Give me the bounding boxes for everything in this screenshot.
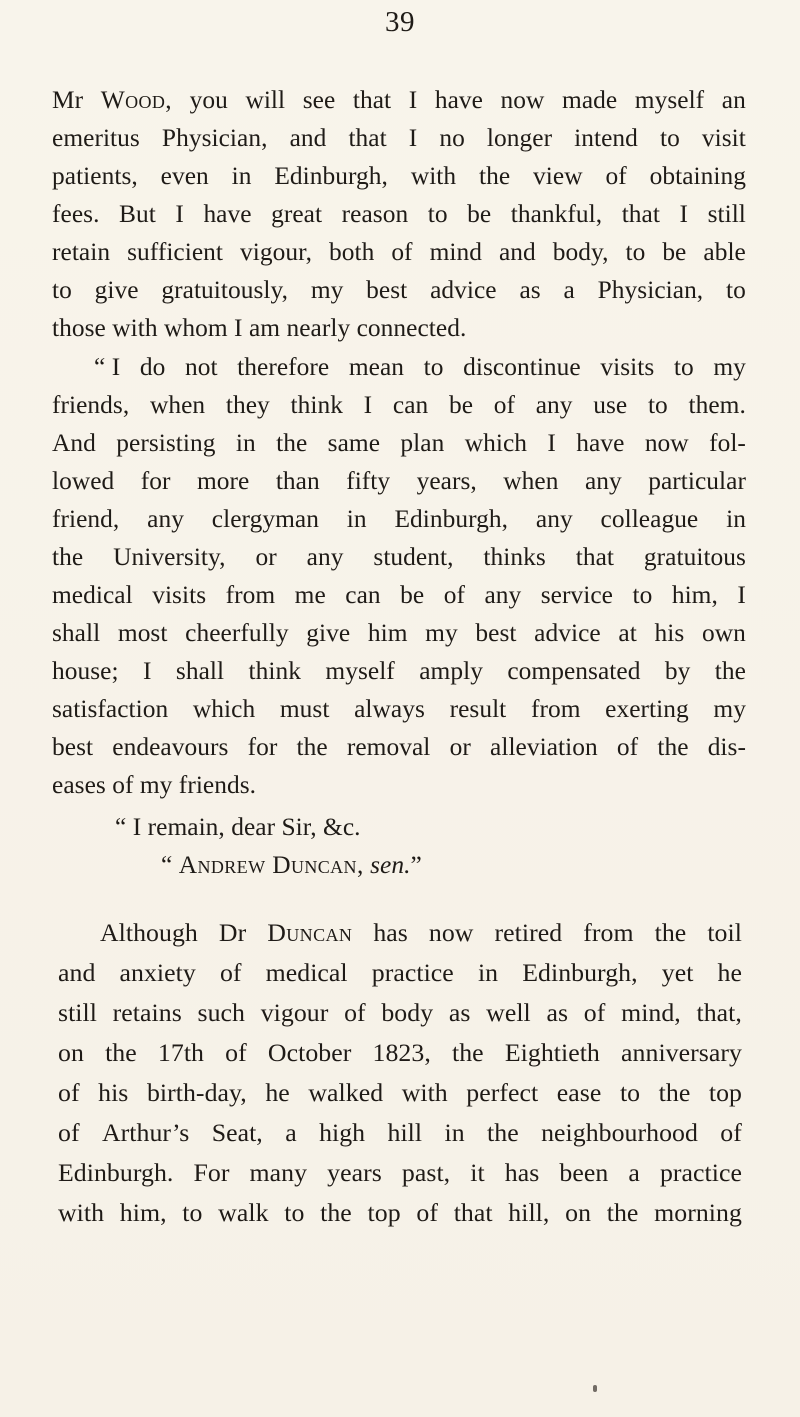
word: retains: [112, 998, 182, 1027]
word: the: [479, 162, 511, 190]
word: mean: [348, 353, 405, 381]
word: of: [391, 238, 413, 266]
word: I: [408, 86, 418, 114]
word: intend: [574, 124, 638, 152]
word: great: [271, 200, 323, 228]
word: do: [139, 353, 166, 381]
signature-close-quote: ”: [410, 851, 422, 879]
word: or: [255, 543, 277, 571]
word: think: [248, 657, 301, 685]
word: colleague: [600, 505, 699, 533]
letter-line-7: those with whom I am nearly connected.: [52, 314, 467, 342]
word: when: [503, 467, 559, 495]
word: University,: [113, 543, 226, 571]
word: still: [707, 200, 746, 228]
word: to: [52, 276, 72, 304]
word: he: [265, 1078, 290, 1107]
word: not: [184, 353, 218, 381]
word: any: [535, 391, 573, 419]
word: compensated: [507, 657, 641, 685]
word: gratuitously,: [161, 276, 289, 304]
word: best: [52, 733, 94, 761]
word: able: [703, 238, 746, 266]
word: top: [367, 1198, 401, 1227]
word: the: [606, 1198, 639, 1227]
word: Edinburgh,: [274, 162, 388, 190]
word: the: [105, 1038, 137, 1067]
word: that: [352, 86, 392, 114]
word: have: [203, 200, 252, 228]
word: Seat,: [211, 1118, 263, 1147]
word: now: [428, 918, 474, 947]
word: reason: [341, 200, 409, 228]
word: many: [249, 1158, 308, 1187]
word: at: [618, 619, 637, 647]
word: view: [533, 162, 583, 190]
word: in: [726, 505, 746, 533]
word: I: [408, 124, 418, 152]
print-speck: [593, 1385, 597, 1392]
word: to: [423, 353, 444, 381]
letter-line-9: [52, 393, 746, 418]
word: best: [366, 276, 408, 304]
narrative-line-1: [100, 920, 742, 946]
word: mind: [429, 238, 482, 266]
word: house;: [52, 657, 119, 685]
word: walk: [218, 1198, 269, 1227]
narrative-line-5: [58, 1080, 742, 1106]
word: Arthur’s: [101, 1118, 190, 1147]
word: it: [470, 1158, 485, 1187]
word: any: [306, 543, 344, 571]
word: and: [289, 124, 327, 152]
word: give: [306, 619, 351, 647]
word: perfect: [466, 1078, 539, 1107]
word: any: [147, 505, 184, 533]
word: has: [504, 1158, 540, 1187]
word: visit: [701, 124, 746, 152]
word: any: [584, 467, 622, 495]
word: of: [58, 1078, 80, 1107]
word: any: [484, 581, 522, 609]
word: my: [425, 619, 458, 647]
word: For: [193, 1158, 230, 1187]
word: my: [713, 695, 746, 723]
word: the: [654, 918, 687, 947]
signature-suffix: sen.: [370, 851, 411, 879]
word: the: [276, 429, 308, 457]
word: of: [605, 162, 627, 190]
word: be: [400, 581, 425, 609]
word: always: [354, 695, 425, 723]
word: the: [487, 1118, 519, 1147]
word: as: [519, 276, 541, 304]
word: years,: [416, 467, 477, 495]
word: even: [160, 162, 209, 190]
word: they: [225, 391, 270, 419]
word: has: [373, 918, 408, 947]
word: to: [284, 1198, 305, 1227]
word: neighbourhood: [541, 1118, 698, 1147]
word: see: [302, 86, 336, 114]
word: him,: [119, 1198, 167, 1227]
word: removal: [346, 733, 431, 761]
word: toil: [707, 918, 742, 947]
word: 17th: [157, 1038, 204, 1067]
word: he: [717, 958, 742, 987]
word: persisting: [116, 429, 216, 457]
word: morning: [654, 1198, 742, 1227]
word: in: [231, 162, 252, 190]
word-wood: Wood,: [100, 86, 173, 114]
word: of: [58, 1118, 80, 1147]
word: them.: [688, 391, 746, 419]
word: give: [94, 276, 139, 304]
letter-line-18: [52, 735, 746, 760]
word: patients,: [52, 162, 138, 190]
word: most: [117, 619, 168, 647]
word: Although: [100, 918, 198, 947]
letter-line-8: [94, 355, 746, 380]
word: obtaining: [649, 162, 746, 190]
word: the: [320, 1198, 352, 1227]
word: in: [477, 958, 499, 987]
word: have: [576, 429, 625, 457]
word: of: [493, 391, 516, 419]
word: to: [632, 581, 653, 609]
word: as: [546, 998, 569, 1027]
word: visits: [152, 581, 207, 609]
word: his: [98, 1078, 129, 1107]
word: been: [559, 1158, 609, 1187]
word: the: [52, 543, 84, 571]
narrative-line-3: [58, 1000, 742, 1026]
word: of: [720, 1118, 742, 1147]
word: medical: [265, 958, 348, 987]
word: to: [726, 276, 746, 304]
word: I: [175, 200, 184, 228]
word: to: [182, 1198, 203, 1227]
word: a: [628, 1158, 640, 1187]
word: sufficient: [127, 238, 224, 266]
word: which: [464, 429, 528, 457]
word: myself: [325, 657, 395, 685]
narrative-line-2: [58, 960, 742, 986]
word: therefore: [237, 353, 330, 381]
word: body,: [552, 238, 609, 266]
word: a: [563, 276, 575, 304]
word: I: [679, 200, 689, 228]
word: to: [427, 200, 448, 228]
word: fees.: [52, 200, 100, 228]
word: of: [583, 998, 606, 1027]
word: have: [434, 86, 483, 114]
letter-line-12: [52, 507, 746, 532]
word: Eightieth: [504, 1038, 600, 1067]
word: can: [345, 581, 381, 609]
word: plan: [400, 429, 445, 457]
word: gratuitous: [643, 543, 746, 571]
word: of: [219, 958, 242, 987]
word: ease: [556, 1078, 602, 1107]
narrative-line-6: [58, 1120, 742, 1146]
word: be: [662, 238, 687, 266]
word: lowed: [52, 467, 115, 495]
word: fol-: [709, 429, 746, 457]
word: hill,: [508, 1198, 550, 1227]
word: such: [197, 998, 245, 1027]
word: in: [346, 505, 367, 533]
word: shall: [52, 619, 101, 647]
word: still: [58, 998, 97, 1027]
word: Physician,: [161, 124, 268, 152]
word: for: [140, 467, 171, 495]
word: amply: [419, 657, 483, 685]
word: and: [498, 238, 536, 266]
word: October: [267, 1038, 352, 1067]
word: to: [659, 124, 680, 152]
word: my: [310, 276, 344, 304]
word: anxiety: [119, 958, 196, 987]
narrative-line-7: [58, 1160, 742, 1186]
word: exerting: [605, 695, 689, 723]
word: yet: [661, 958, 694, 987]
letter-line-3: [52, 164, 746, 189]
word: of: [416, 1198, 438, 1227]
word: shall: [175, 657, 225, 685]
word: Edinburgh.: [58, 1158, 174, 1187]
word: by: [664, 657, 691, 685]
word: in: [235, 429, 256, 457]
word: of: [443, 581, 465, 609]
word: top: [708, 1078, 742, 1107]
word: the: [658, 1078, 691, 1107]
word: which: [192, 695, 256, 723]
word: years: [327, 1158, 382, 1187]
letter-line-19: eases of my friends.: [52, 771, 257, 799]
word: practice: [371, 958, 454, 987]
letter-line-1: [52, 88, 746, 113]
word: with: [401, 1078, 448, 1107]
letter-signature: [161, 853, 800, 878]
word: that: [348, 124, 387, 152]
word: 1823,: [372, 1038, 431, 1067]
word: the: [296, 733, 328, 761]
word: be: [467, 200, 492, 228]
word: will: [245, 86, 286, 114]
word: Dr: [218, 918, 247, 947]
letter-line-6: [52, 278, 746, 303]
word: retired: [494, 918, 563, 947]
word: him: [367, 619, 408, 647]
word: that: [621, 200, 660, 228]
letter-line-16: [52, 659, 746, 684]
word: visits: [600, 353, 655, 381]
word: on: [565, 1198, 592, 1227]
word: practice: [659, 1158, 742, 1187]
word: well: [486, 998, 531, 1027]
word: from: [583, 918, 634, 947]
word: friend,: [52, 505, 120, 533]
word: dis-: [707, 733, 746, 761]
word: retain: [52, 238, 111, 266]
word: be: [448, 391, 474, 419]
word: the: [657, 733, 689, 761]
word: But: [119, 200, 156, 228]
word: than: [275, 467, 320, 495]
word: a: [285, 1118, 297, 1147]
word: alleviation: [490, 733, 598, 761]
word: vigour,: [240, 238, 312, 266]
word: mind,: [621, 998, 681, 1027]
word: I: [737, 581, 746, 609]
word: both: [328, 238, 375, 266]
word: must: [279, 695, 330, 723]
letter-line-14: [52, 583, 746, 608]
word: same: [327, 429, 381, 457]
word: his: [654, 619, 685, 647]
word: no: [439, 124, 465, 152]
letter-line-15: [52, 621, 746, 646]
word: medical: [52, 581, 133, 609]
word: made: [562, 86, 618, 114]
word: own: [701, 619, 746, 647]
word: I: [363, 391, 373, 419]
word: or: [449, 733, 471, 761]
word: thankful,: [510, 200, 603, 228]
word: can: [392, 391, 429, 419]
word: to: [673, 353, 694, 381]
letter-line-17: [52, 697, 746, 722]
word: that,: [696, 998, 742, 1027]
letter-line-2: [52, 126, 746, 151]
word: emeritus: [52, 124, 140, 152]
word: of: [616, 733, 639, 761]
word: myself: [634, 86, 705, 114]
word: particular: [648, 467, 746, 495]
word: the: [714, 657, 746, 685]
narrative-line-8: [58, 1200, 742, 1226]
word: any: [535, 505, 573, 533]
word: Edinburgh,: [394, 505, 509, 533]
page-number: 39: [385, 6, 415, 38]
word: with: [410, 162, 457, 190]
word: cheerfully: [185, 619, 289, 647]
word: endeavours: [112, 733, 229, 761]
word: now: [500, 86, 545, 114]
word: me: [294, 581, 326, 609]
signature-open-quote: “: [161, 851, 173, 879]
word: to: [619, 1078, 641, 1107]
word: use: [593, 391, 628, 419]
word: Mr: [52, 86, 84, 114]
word: Edinburgh,: [522, 958, 638, 987]
word: now: [644, 429, 689, 457]
word: high: [319, 1118, 366, 1147]
word: my: [713, 353, 746, 381]
letter-closing: “ I remain, dear Sir, &c.: [115, 813, 361, 841]
word: in: [444, 1118, 465, 1147]
word: you: [189, 86, 228, 114]
word: satisfaction: [52, 695, 169, 723]
letter-line-11: [52, 469, 746, 494]
letter-line-5: [52, 240, 746, 265]
word: hill: [387, 1118, 423, 1147]
letter-line-10: [52, 431, 746, 456]
letter-line-4: [52, 202, 746, 227]
word: and: [58, 958, 96, 987]
word: service: [540, 581, 613, 609]
word: of: [225, 1038, 247, 1067]
word: And: [52, 429, 96, 457]
word: to: [647, 391, 668, 419]
word: anniversary: [621, 1038, 742, 1067]
word: clergyman: [211, 505, 319, 533]
word: the: [452, 1038, 484, 1067]
word: advice: [430, 276, 497, 304]
word: from: [225, 581, 276, 609]
word: “ I: [94, 353, 121, 381]
word: with: [58, 1198, 105, 1227]
word: vigour: [260, 998, 329, 1027]
word: him,: [671, 581, 718, 609]
word: think: [290, 391, 343, 419]
word: I: [547, 429, 556, 457]
word: friends,: [52, 391, 130, 419]
word: birth-day,: [146, 1078, 247, 1107]
word: as: [448, 998, 471, 1027]
word: discontinue: [463, 353, 581, 381]
word: fifty: [346, 467, 391, 495]
word: on: [58, 1038, 84, 1067]
word: an: [721, 86, 746, 114]
word: Physician,: [597, 276, 704, 304]
word: when: [149, 391, 206, 419]
word: more: [196, 467, 250, 495]
word: of: [344, 998, 366, 1027]
word: to: [625, 238, 646, 266]
word: walked: [308, 1078, 384, 1107]
word: body: [381, 998, 434, 1027]
word: thinks: [483, 543, 546, 571]
word: for: [247, 733, 278, 761]
word: that: [575, 543, 614, 571]
signature-name: Andrew Duncan,: [178, 851, 364, 879]
word: advice: [534, 619, 601, 647]
word: best: [475, 619, 517, 647]
word: longer: [486, 124, 553, 152]
word: student,: [373, 543, 454, 571]
narrative-line-4: [58, 1040, 742, 1066]
letter-line-13: [52, 545, 746, 570]
word: I: [143, 657, 152, 685]
word: result: [449, 695, 507, 723]
word: past,: [401, 1158, 451, 1187]
word: that: [453, 1198, 493, 1227]
word: from: [530, 695, 581, 723]
word-duncan: Duncan: [267, 918, 353, 947]
